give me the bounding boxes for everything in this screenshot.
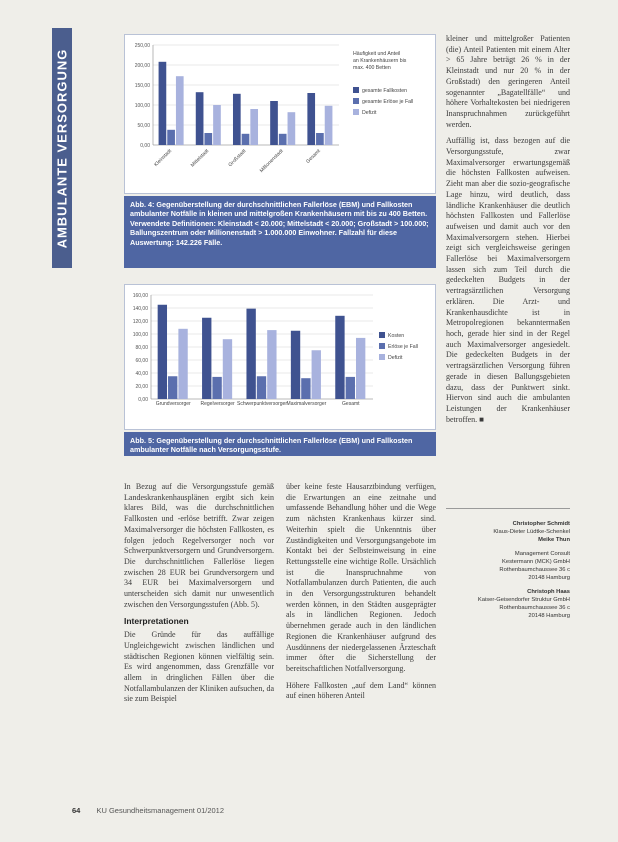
author-block: [446, 520, 570, 626]
y-tick-label: 0,00: [138, 397, 148, 403]
bar: [176, 76, 184, 145]
bar: [223, 339, 232, 399]
legend-swatch: [353, 87, 359, 93]
text-column-left: [124, 482, 274, 707]
author-name: Christoph Haas: [527, 589, 570, 595]
y-tick-label: 140,00: [132, 306, 148, 312]
x-tick-label: Schwerpunktversorger: [236, 401, 288, 407]
body-paragraph: In Bezug auf die Versorgungsstufe gemäß Landeskrankenhausplänen ergibt sich kein klares Bild, was die durchschnittlichen Fallkosten und -erlöse betrifft. Zwar zeigen Maximalversorger die höchsten Fallkosten, es folgen jedoch Regelversorger noch vor Schwerpunktversorgern und Grundversorgern. Die durchschnittlichen Fallerlöse liegen zwischen 28 EUR bei Grundversorgern und 34 EUR bei Maximalversorgern und unterscheiden sich damit nur unwesentlich zwischen den Versorgungsstufen (Abb. 5).: [124, 482, 274, 609]
author-line: Kestermann (MCK) GmbH: [502, 559, 570, 565]
y-tick-label: 150,00: [134, 83, 150, 89]
bar: [346, 377, 355, 399]
x-tick-label: Gesamt: [305, 148, 322, 165]
bar: [325, 106, 333, 145]
bar: [202, 318, 211, 399]
right-column: [446, 34, 570, 427]
y-tick-label: 80,00: [135, 345, 148, 351]
y-tick-label: 200,00: [134, 63, 150, 69]
journal-name: KU Gesundheitsmanagement 01/2012: [96, 806, 225, 815]
divider: [446, 508, 570, 509]
y-tick-label: 20,00: [135, 384, 148, 390]
section-label: AMBULANTE VERSORGUNG: [54, 48, 70, 248]
right-paragraph: kleiner und mittelgroßer Patienten (die) Anteil Patienten mit einem Alter > 65 Jahre beträgt 26 % in der Kleinstadt und nur 20 % in der Großstadt) den geringeren Anteil sogenannter „Bagatellfälle“ und höhere Vorhaltekosten bei niedrigeren Inanspruchnahmen zurückgeführt werden.: [446, 34, 570, 129]
legend-label: gesamte Erlöse je Fall: [362, 99, 414, 105]
section-heading: Interpretationen: [124, 616, 189, 627]
figure-1-chart: [124, 34, 436, 194]
bar: [167, 130, 175, 145]
x-tick-label: Regelversorger: [200, 401, 235, 407]
legend-swatch: [379, 332, 385, 338]
x-tick-label: Gesamt: [342, 401, 360, 407]
bar: [196, 92, 204, 145]
legend-label: Defizit: [388, 355, 403, 361]
figure-2-svg: [125, 285, 435, 429]
bar: [233, 94, 241, 145]
body-paragraph: Die Gründe für das auffällige Ungleichgewicht zwischen ländlichen und städtischen Regionen können vielfältig sein. Es wird angenommen, dass Grenzfälle vor allem in dringlichen Fällen über die Notfallambulanzen der Kliniken aufsuchen, da sie zum Beispiel: [124, 630, 274, 704]
bar: [291, 331, 300, 399]
author-line: Management Consult: [514, 551, 570, 557]
y-tick-label: 100,00: [132, 332, 148, 338]
bar: [257, 376, 266, 399]
y-tick-label: 60,00: [135, 358, 148, 364]
bar: [356, 338, 365, 399]
bar: [301, 378, 310, 399]
bar: [204, 133, 212, 145]
bar: [312, 350, 321, 399]
legend-label: gesamte Fallkosten: [362, 88, 407, 94]
author-line: Kaiser-Geisendorfer Struktur GmbH: [477, 597, 570, 603]
right-paragraph: Auffällig ist, dass bezogen auf die Versorgungsstufe, zwar Maximalversorger erwartungsgemäß die höchsten Fallkosten aufweisen. Zieht man aber die sozio-geografische Lage hinzu, wird deutlich, dass ländliche Krankenhäuser die deutlich höchsten Fallkosten und Fallerlöse aufweisen und damit auch vor den Maximalversorgern stehen. Hierbei zeigt sich vergleichsweise geringen Fallerlöse bei Maximalversorgern lassen sich zum Teil durch die gedeckelten Budgets in der vertragsärztlichen Versorgung erklären. Die Arzt- und Krankenhausdichte ist in Metropolregionen bekanntermaßen hoch, gerade hier sind in der Regel auch Maximalversorger angesiedelt. Die gedeckelten Budgets in der vertragsärztlichen Versorgung führen gerade in diesen Ballungsgebieten dazu, dass der Punktwert sinkt. Hiervon sind auch die ambulanten Leistungen der Krankenhäuser betroffen. ■: [446, 136, 570, 424]
y-tick-label: 40,00: [135, 371, 148, 377]
x-tick-label: Großstadt: [227, 148, 248, 169]
author-line: Rothenbaumchaussee 36 c: [499, 567, 570, 573]
bar: [288, 112, 296, 145]
figure-1-svg: [125, 35, 435, 193]
bar: [270, 101, 278, 145]
bar: [250, 109, 258, 145]
body-paragraph: Höhere Fallkosten „auf dem Land“ können auf einen höheren Anteil: [286, 680, 436, 701]
bar: [178, 329, 187, 399]
author-line: Meike Thun: [538, 537, 570, 543]
bar: [168, 376, 177, 399]
bar: [212, 377, 221, 399]
author-line: Rothenbaumchaussee 36 c: [499, 605, 570, 611]
page-number: 64: [72, 806, 81, 815]
author-line: 20148 Hamburg: [528, 575, 570, 581]
legend-label: Kosten: [388, 333, 405, 339]
legend-swatch: [353, 98, 359, 104]
legend-swatch: [379, 354, 385, 360]
figure-2-chart: [124, 284, 436, 430]
y-tick-label: 160,00: [132, 293, 148, 299]
bar: [307, 93, 315, 145]
text-column-mid: [286, 482, 436, 704]
legend-label: Erlöse je Fall: [388, 344, 418, 350]
y-tick-label: 50,00: [137, 123, 150, 129]
y-tick-label: 100,00: [134, 103, 150, 109]
author-line: Klaus-Dieter Lüdtke-Schenkel: [493, 529, 570, 535]
bar: [316, 133, 324, 145]
legend-note: Häufigkeit und Anteil: [353, 51, 401, 57]
author-entry: [446, 550, 570, 582]
y-tick-label: 0,00: [140, 143, 150, 149]
x-tick-label: Grundversorger: [155, 401, 191, 407]
page-footer: [72, 806, 224, 815]
x-tick-label: Mittelstadt: [189, 148, 211, 169]
bar: [335, 316, 344, 399]
x-tick-label: Millionenstadt: [258, 148, 285, 175]
bar: [158, 305, 167, 399]
legend-label: Defizit: [362, 110, 377, 116]
legend-note: an Krankenhäusern bis: [353, 58, 407, 64]
body-paragraph: über keine feste Hausarztbindung verfügen, die Erwartungen an eine zeitnahe und umfassende Behandlung höher und die Wege zum nächsten Krankenhaus kürzer sind. Weiterhin spielt die Unkenntnis über Zuständigkeiten und Versorgungsangebote im Kontakt bei der Selbsteinweisung in eine Rettungsstelle eine wichtige Rolle. Ursächlich ist die Inanspruchnahme von Notfallambulanzen durch Patienten, die auch in den Versorgungsstrukturen behandelt werden können, in den Städten ausgeprägter als in ländlichen Regionen. Jedoch übernehmen gerade auch in den ländlichen Regionen die Krankenhäuser aufgrund des Ausdünnens der niedergelassenen Ärzteschaft immer öfter die Sicherstellung der bereitschaftlichen Notfallversorgung.: [286, 482, 436, 673]
author-name: Christopher Schmidt: [512, 521, 570, 527]
x-tick-label: Maximalversorger: [286, 401, 327, 407]
x-tick-label: Kleinstadt: [153, 148, 174, 168]
bar: [267, 330, 276, 399]
figure-1-caption: Abb. 4: Gegenüberstellung der durchschnittlichen Fallerlöse (EBM) und Fallkosten ambulanter Notfälle in kleinen und mittelgroßen Krankenhäusern mit bis zu 400 Betten. Verwendete Definitionen: Kleinstadt < 20.000; Mittelstadt < 20.000; Großstadt > 100.000; Ballungszentrum oder Millionenstadt > 1.000.000 Einwohner. Fallzahl für diese Auswertung: 142.226 Fälle.: [124, 196, 436, 268]
bar: [279, 134, 287, 145]
author-line: 20148 Hamburg: [528, 613, 570, 619]
y-tick-label: 250,00: [134, 43, 150, 49]
author-entry: [446, 588, 570, 620]
bar: [242, 134, 250, 145]
legend-swatch: [379, 343, 385, 349]
bar: [159, 62, 167, 145]
legend-swatch: [353, 109, 359, 115]
legend-note: max. 400 Betten: [353, 65, 391, 71]
section-sidebar-label-wrap: [52, 28, 72, 268]
y-tick-label: 120,00: [132, 319, 148, 325]
figure-2-caption: Abb. 5: Gegenüberstellung der durchschnittlichen Fallerlöse (EBM) und Fallkosten ambulanter Notfälle nach Versorgungsstufe.: [124, 432, 436, 456]
author-entry: [446, 520, 570, 544]
bar: [213, 105, 221, 145]
bar: [246, 309, 255, 399]
